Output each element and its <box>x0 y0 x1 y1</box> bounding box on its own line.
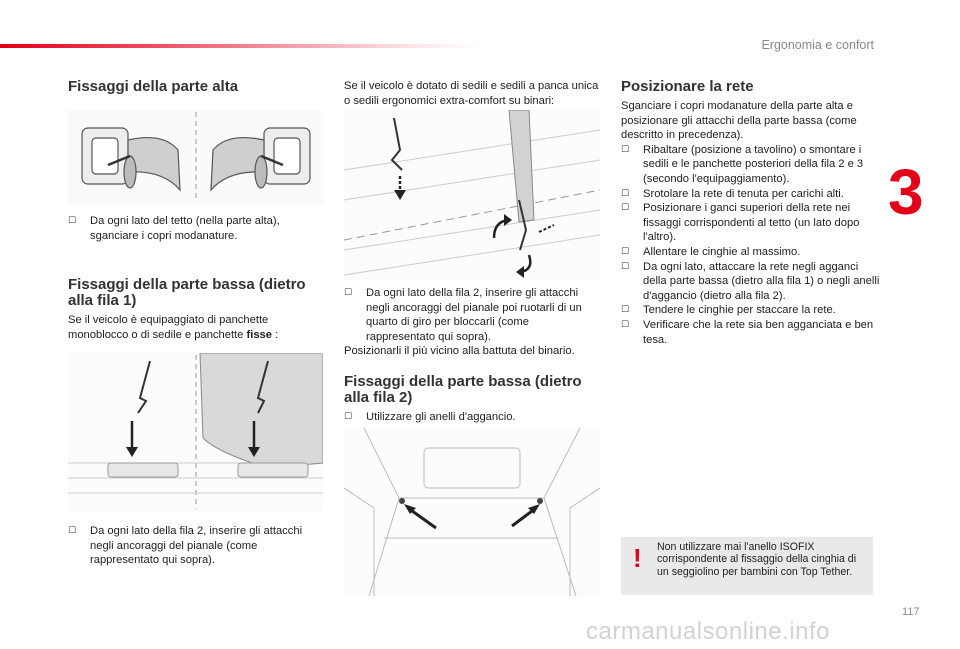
list-item: ☐ Srotolare la rete di tenuta per carichi alti. <box>621 187 844 200</box>
list-item: ☐ Utilizzare gli anelli d'aggancio. <box>344 411 516 423</box>
checkbox-bullet-icon: ☐ <box>621 319 630 330</box>
warning-text: Non utilizzare mai l'anello ISOFIX corrispondente al fissaggio della cinghia di un seggiolino per bambini con Top Tether. <box>657 541 857 578</box>
checkbox-bullet-icon: ☐ <box>344 288 353 298</box>
figure-rail-anchorage <box>344 110 600 280</box>
checkbox-bullet-icon: ☐ <box>621 144 630 155</box>
checkbox-bullet-icon: ☐ <box>621 261 630 272</box>
figure-roof-fixings <box>68 110 323 205</box>
checkbox-bullet-icon: ☐ <box>344 412 353 422</box>
exclamation-warning-icon: ! <box>633 543 642 573</box>
checkbox-bullet-icon: ☐ <box>621 188 630 199</box>
chapter-number: 3 <box>888 156 924 228</box>
checkbox-bullet-icon: ☐ <box>621 203 630 214</box>
list-item: ☐ Allentare le cinghie al massimo. <box>621 245 801 258</box>
warning-box <box>621 537 873 595</box>
intro-row1: Se il veicolo è equipaggiato di panchette monoblocco o di sedile e panchette fisse : <box>68 314 279 341</box>
section-title: Ergonomia e confort <box>761 38 874 52</box>
figure-floor-anchorage-row1 <box>68 353 323 511</box>
list-item: ☐ Da ogni lato del tetto (nella parte alta), sganciare i copri modanature. <box>68 215 280 242</box>
position-net-body <box>621 99 881 347</box>
heading-upper-fixings: Fissaggi della parte alta <box>68 78 239 95</box>
list-item: ☐ Verificare che la rete sia ben agganciata e ben tesa. <box>621 318 874 346</box>
list-item: ☐ Posizionare i ganci superiori della rete nei fissaggi corrispondenti al tetto (un lato dopo l'altro). <box>621 202 860 244</box>
list-item: ☐ Da ogni lato della fila 2, inserire gli attacchi negli ancoraggi del pianale (come rappresentato qui sopra). <box>68 525 303 567</box>
page-number: 117 <box>902 606 920 618</box>
heading-lower-fixings-row1: Fissaggi della parte bassa (dietro alla fila 1) <box>68 276 306 309</box>
list-item: ☐ Tendere le cinghie per staccare la rete. <box>621 304 836 317</box>
intro-position-net: Sganciare i copri modanature della parte alta e posizionare gli attacchi della parte bassa (come descritto in precedenza). <box>621 100 857 142</box>
header-accent-bar <box>0 44 480 48</box>
list-item: ☐ Da ogni lato, attaccare la rete negli agganci della parte bassa (dietro alla fila 1) o negli anelli d'aggancio (dietro alla fila 2). <box>621 260 880 302</box>
checkbox-bullet-icon: ☐ <box>68 526 77 536</box>
list-item: ☐ Da ogni lato della fila 2, inserire gli attacchi negli ancoraggi del pianale poi ruotarli di un quarto di giro per bloccarli (come rappresentato qui sopra). Posizionarli il più vicino alla battuta del binario. <box>344 286 600 359</box>
heading-position-net: Posizionare la rete <box>621 78 754 95</box>
intro-rails: Se il veicolo è dotato di sedili e sedili a panca unica o sedili ergonomici extra-comfort su binari: <box>344 80 599 107</box>
watermark: carmanualsonline.info <box>586 618 830 645</box>
checkbox-bullet-icon: ☐ <box>621 246 630 257</box>
positioning-note: Posizionarli il più vicino alla battuta del binario. <box>344 345 575 358</box>
figure-boot-rings <box>344 428 600 596</box>
list-item: ☐ Ribaltare (posizione a tavolino) o smontare i sedili e le panchette posteriori della fila 2 e 3 (secondo l'equipaggiamento). <box>621 143 864 185</box>
checkbox-bullet-icon: ☐ <box>68 216 77 226</box>
checkbox-bullet-icon: ☐ <box>621 305 630 316</box>
heading-lower-fixings-row2: Fissaggi della parte bassa (dietro alla fila 2) <box>344 373 582 406</box>
